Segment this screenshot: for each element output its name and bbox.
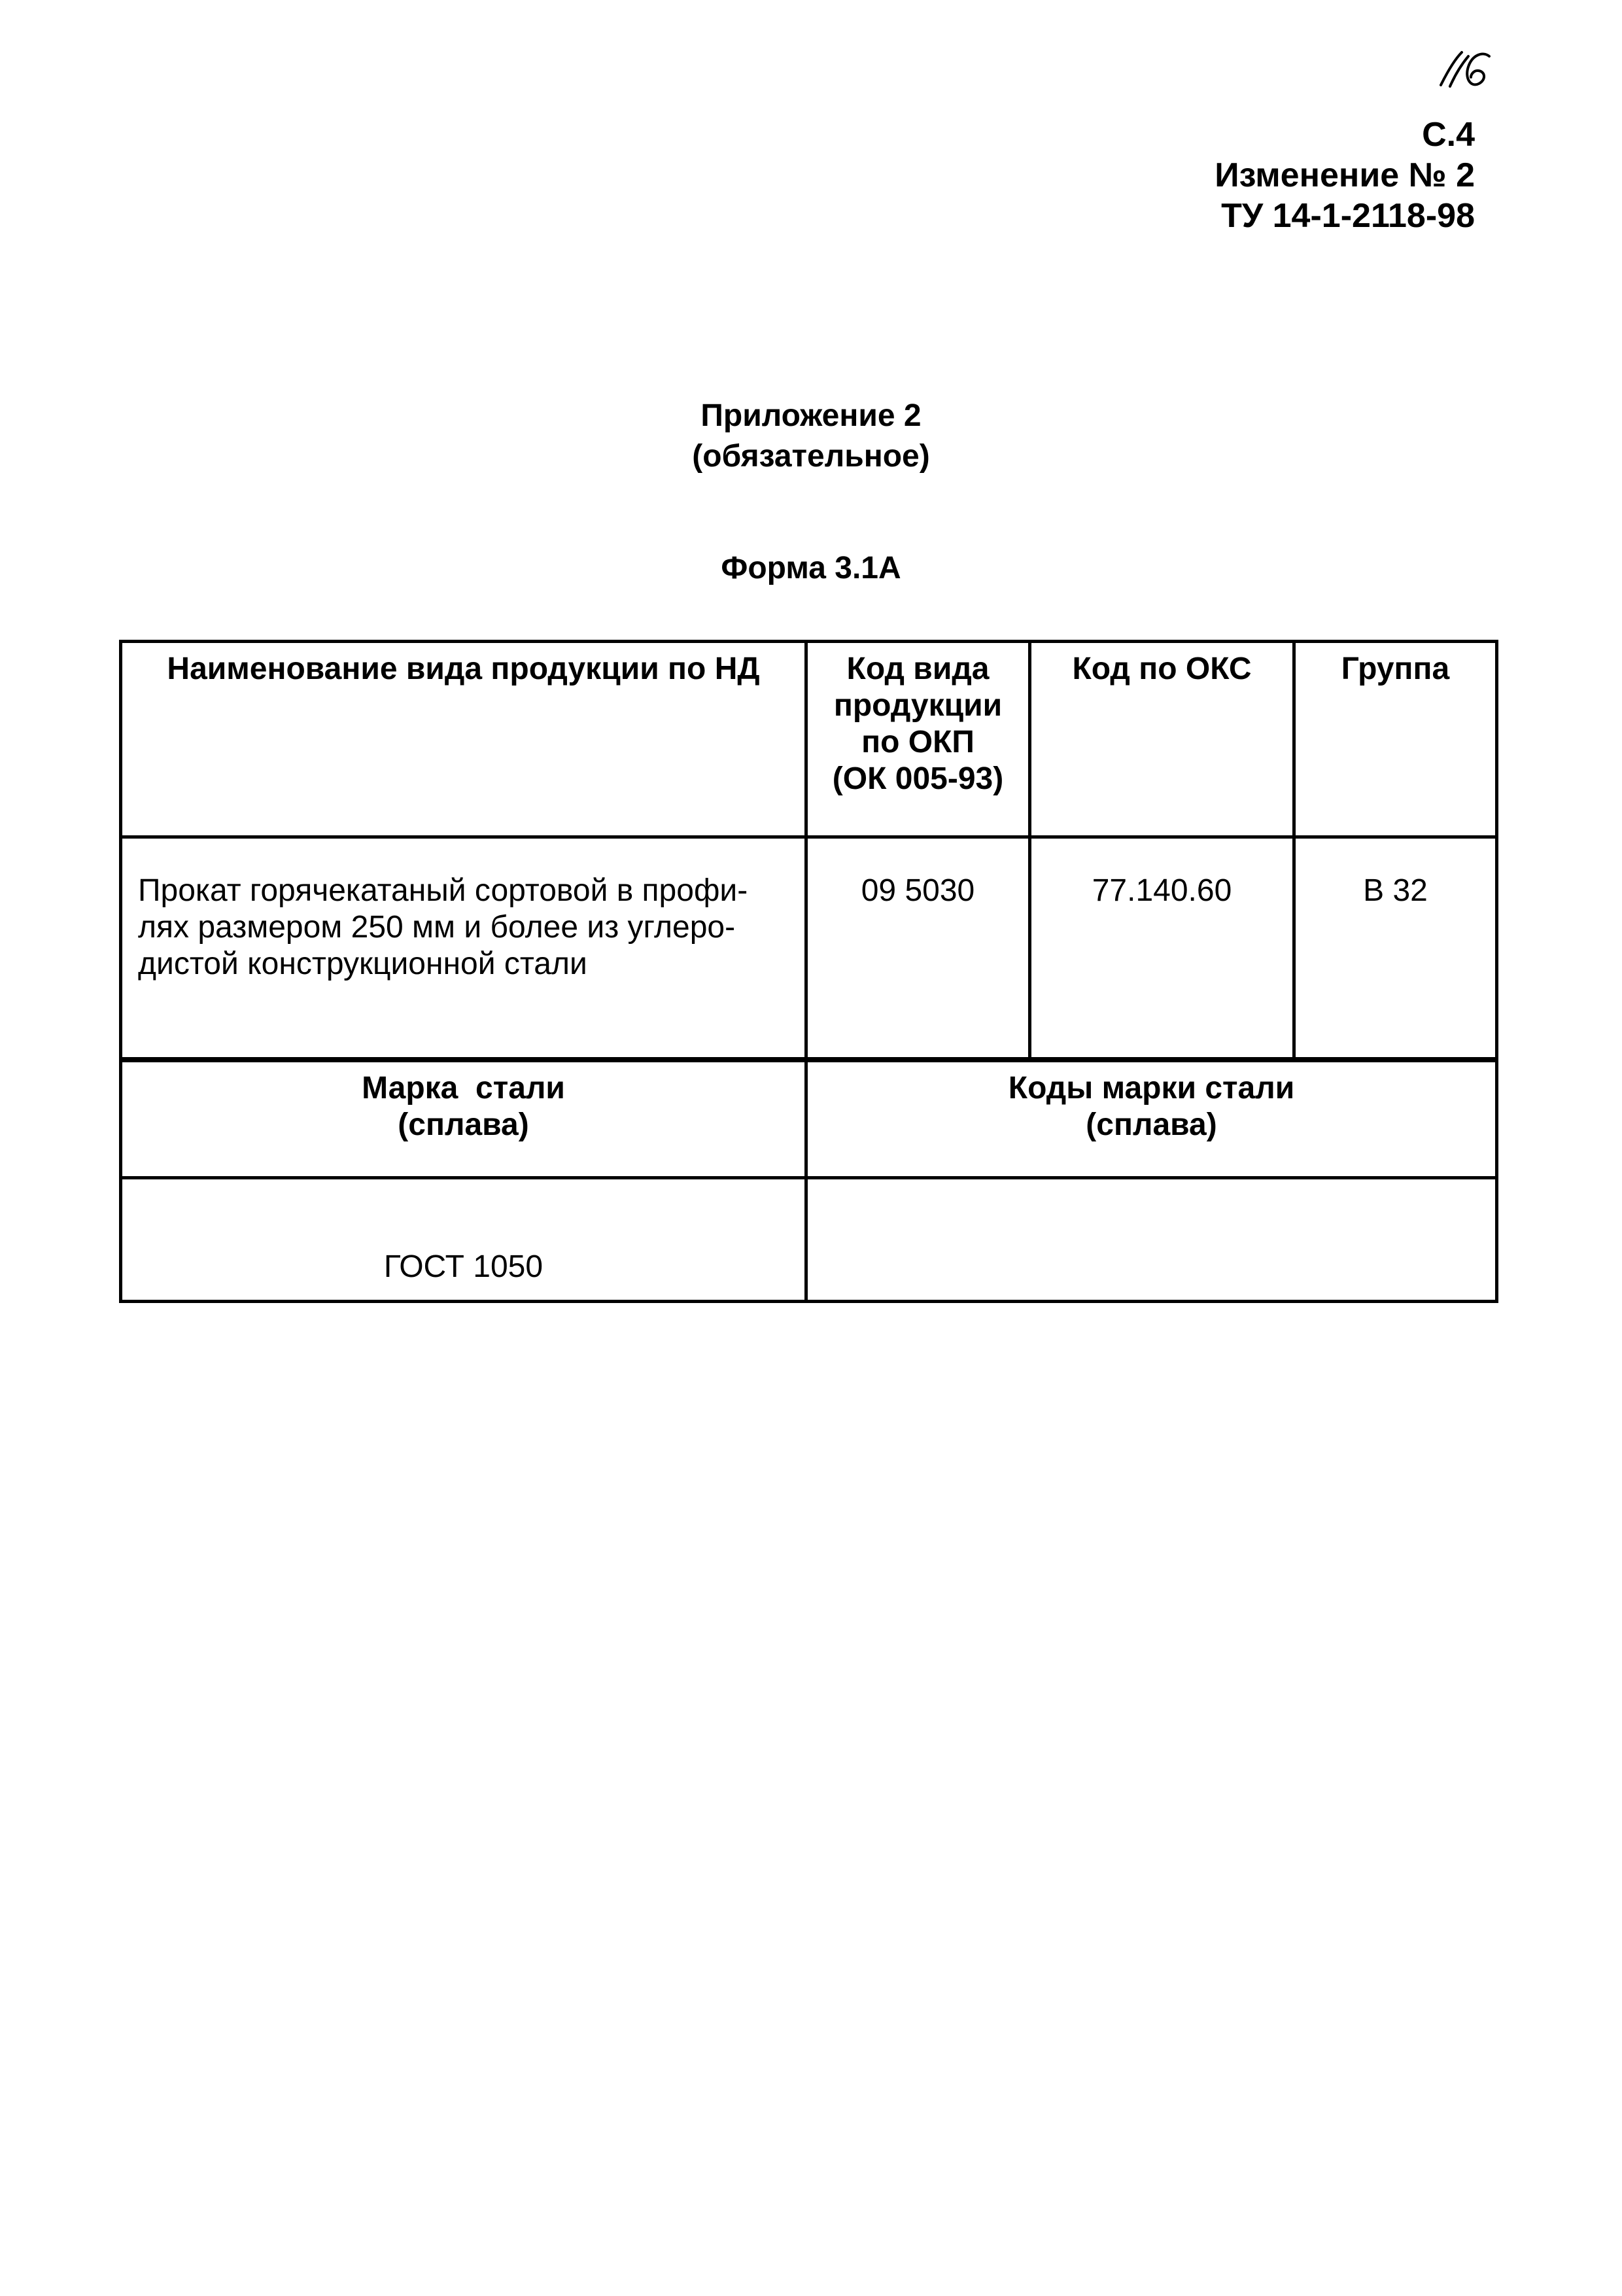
steel-grade-header	[121, 1060, 806, 1178]
group-cell: В 32	[1294, 837, 1497, 1060]
appendix-title-line: Приложение 2	[700, 398, 922, 433]
okp-code-cell: 09 5030	[806, 837, 1030, 1060]
table-row	[121, 837, 1497, 1060]
spec-label: ТУ 14-1-2118-98	[1221, 197, 1475, 235]
header-product-name: Наименование вида продукции по НД	[121, 642, 806, 837]
steel-grade-header-line: (сплава)	[398, 1107, 529, 1142]
handwritten-page-number-icon	[1436, 47, 1494, 93]
handwritten-page-number	[1436, 47, 1494, 93]
appendix-title	[0, 396, 1622, 477]
steel-codes-header	[806, 1060, 1497, 1178]
product-name-cell	[121, 837, 806, 1060]
header-okp-line: по ОКП	[861, 725, 975, 759]
product-name-line: лях размером 250 мм и более из углеро-	[138, 910, 736, 945]
document-header	[1215, 114, 1475, 236]
product-name-line: Прокат горячекатаный сортовой в профи-	[138, 873, 748, 908]
header-okp-line: продукции	[833, 688, 1003, 723]
table-header-row	[121, 642, 1497, 837]
header-okp-line: Код вида	[846, 652, 990, 686]
steel-row	[121, 1178, 1497, 1302]
steel-grade-cell: ГОСТ 1050	[121, 1178, 806, 1302]
product-form-table	[119, 640, 1498, 1303]
steel-grade-header-line: Марка стали	[362, 1071, 565, 1105]
oks-code-cell: 77.140.60	[1030, 837, 1294, 1060]
steel-codes-cell	[806, 1178, 1497, 1302]
product-name-line: дистой конструкционной стали	[138, 947, 587, 981]
steel-codes-header-line: Коды марки стали	[1008, 1071, 1295, 1105]
steel-header-row	[121, 1060, 1497, 1178]
appendix-subtitle-line: (обязательное)	[692, 439, 930, 474]
form-title: Форма 3.1А	[721, 551, 901, 585]
steel-codes-header-line: (сплава)	[1086, 1107, 1217, 1142]
change-label: Изменение № 2	[1215, 156, 1475, 194]
header-okp-code	[806, 642, 1030, 837]
header-oks-code: Код по ОКС	[1030, 642, 1294, 837]
header-group: Группа	[1294, 642, 1497, 837]
header-okp-line: (ОК 005-93)	[832, 761, 1004, 796]
page-label: С.4	[1422, 116, 1475, 154]
